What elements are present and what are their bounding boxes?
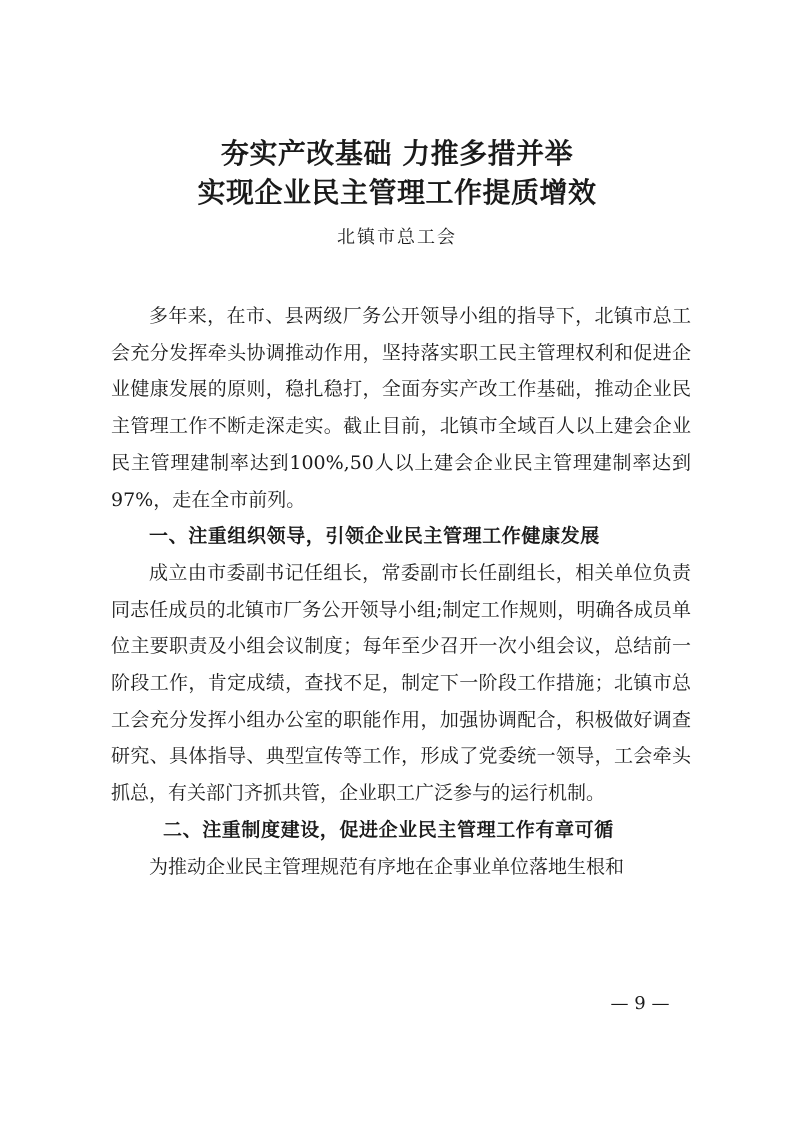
document-body bbox=[111, 298, 691, 885]
intro-paragraph: 多年来，在市、县两级厂务公开领导小组的指导下，北镇市总工会充分发挥牵头协调推动作用，坚持落实职工民主管理权利和促进企业健康发展的原则，稳扎稳打，全面夯实产改工作基础，推动企业民主管理工作不断走深走实。截止目前，北镇市全域百人以上建会企业民主管理建制率达到100%,50人以上建会企业民主管理建制率达到97%，走在全市前列。 bbox=[111, 305, 691, 511]
page-number: — 9 — bbox=[610, 993, 670, 1014]
section-2-heading: 二、注重制度建设，促进企业民主管理工作有章可循 bbox=[163, 818, 614, 841]
document-title-line-2: 实现企业民主管理工作提质增效 bbox=[197, 176, 597, 209]
author-organization: 北镇市总工会 bbox=[337, 227, 457, 248]
section-2-paragraph: 为推动企业民主管理规范有序地在企事业单位落地生根和 bbox=[149, 855, 625, 878]
section-1-paragraph: 成立由市委副书记任组长，常委副市长任副组长，相关单位负责同志任成员的北镇市厂务公开领导小组;制定工作规则，明确各成员单位主要职责及小组会议制度；每年至少召开一次小组会议，总结前一阶段工作，肯定成绩，查找不足，制定下一阶段工作措施；北镇市总工会充分发挥小组办公室的职能作用，加强协调配合，积极做好调查研究、具体指导、典型宣传等工作，形成了党委统一领导，工会牵头抓总，有关部门齐抓共管，企业职工广泛参与的运行机制。 bbox=[111, 561, 691, 805]
document-title-line-1: 夯实产改基础 力推多措并举 bbox=[220, 137, 574, 170]
section-1-heading: 一、注重组织领导，引领企业民主管理工作健康发展 bbox=[149, 525, 600, 548]
